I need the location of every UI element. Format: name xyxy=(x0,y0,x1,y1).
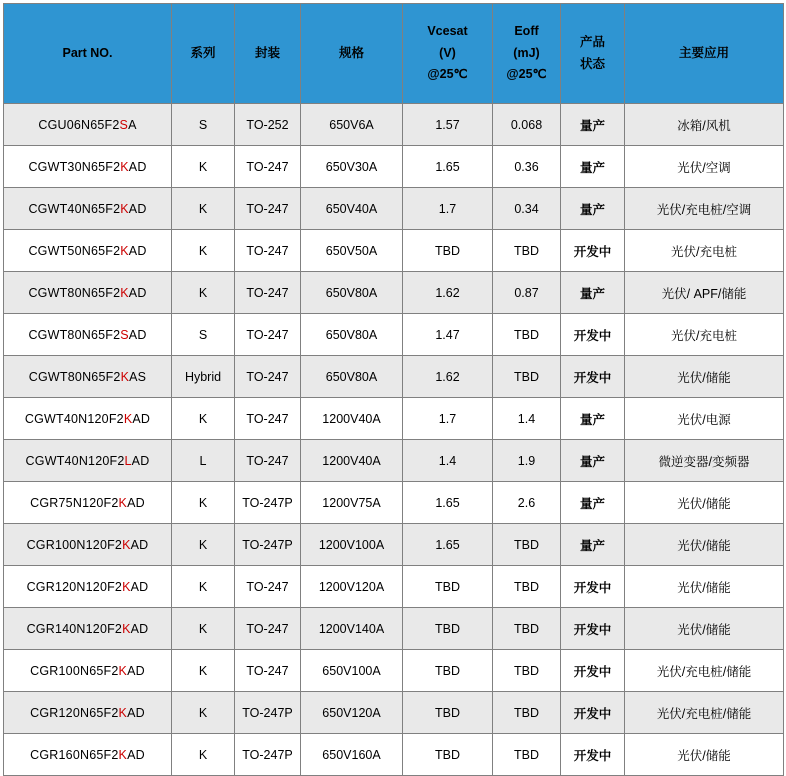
cell-main-application: 微逆变器/变频器 xyxy=(625,440,784,482)
part-no-prefix: CGWT80N65F2 xyxy=(28,327,121,342)
column-header-series-line: 系列 xyxy=(190,45,216,60)
table-body xyxy=(4,104,784,776)
cell-vcesat: TBD xyxy=(403,650,493,692)
cell-package: TO-247 xyxy=(235,314,301,356)
table-row xyxy=(4,146,784,188)
cell-main-application: 光伏/空调 xyxy=(625,146,784,188)
part-no-variant-code: K xyxy=(122,621,131,636)
cell-product-status: 量产 xyxy=(561,272,625,314)
part-no-suffix: AD xyxy=(132,411,151,426)
cell-part-no xyxy=(4,272,172,314)
cell-main-application: 光伏/充电桩 xyxy=(625,314,784,356)
table-row xyxy=(4,314,784,356)
cell-vcesat: TBD xyxy=(403,692,493,734)
cell-part-no xyxy=(4,188,172,230)
cell-eoff: 1.4 xyxy=(493,398,561,440)
cell-product-status: 量产 xyxy=(561,146,625,188)
column-header-package xyxy=(235,4,301,104)
column-header-vcesat-line: (V) xyxy=(439,45,456,60)
cell-part-no xyxy=(4,104,172,146)
cell-part-no xyxy=(4,482,172,524)
cell-eoff: TBD xyxy=(493,314,561,356)
cell-vcesat: TBD xyxy=(403,734,493,776)
cell-vcesat: 1.65 xyxy=(403,524,493,566)
part-no-prefix: CGWT30N65F2 xyxy=(28,159,121,174)
cell-series: K xyxy=(172,188,235,230)
cell-series: K xyxy=(172,608,235,650)
cell-main-application: 光伏/储能 xyxy=(625,566,784,608)
part-no-variant-code: K xyxy=(120,201,129,216)
cell-main-application: 光伏/充电桩/储能 xyxy=(625,650,784,692)
table-row xyxy=(4,188,784,230)
cell-eoff: TBD xyxy=(493,734,561,776)
part-no-suffix: AD xyxy=(128,159,147,174)
part-no-prefix: CGR140N120F2 xyxy=(26,621,123,636)
part-no-prefix: CGWT40N65F2 xyxy=(28,201,121,216)
cell-package: TO-247 xyxy=(235,566,301,608)
cell-spec: 1200V75A xyxy=(301,482,403,524)
column-header-spec-line: 规格 xyxy=(338,45,364,60)
cell-package: TO-247 xyxy=(235,608,301,650)
column-header-eoff-line: Eoff xyxy=(514,23,539,38)
cell-eoff: TBD xyxy=(493,524,561,566)
column-header-vcesat-line: Vcesat xyxy=(427,23,468,38)
column-header-main-application xyxy=(625,4,784,104)
cell-package: TO-247P xyxy=(235,734,301,776)
cell-spec: 650V160A xyxy=(301,734,403,776)
cell-series: K xyxy=(172,650,235,692)
cell-series: K xyxy=(172,524,235,566)
cell-series: K xyxy=(172,482,235,524)
cell-part-no xyxy=(4,314,172,356)
cell-eoff: 0.87 xyxy=(493,272,561,314)
part-no-prefix: CGWT40N120F2 xyxy=(24,411,124,426)
part-no-suffix: AD xyxy=(127,705,145,720)
cell-main-application: 冰箱/风机 xyxy=(625,104,784,146)
cell-part-no xyxy=(4,440,172,482)
table-row xyxy=(4,104,784,146)
part-no-variant-code: K xyxy=(123,411,133,426)
part-no-variant-code: K xyxy=(120,159,129,174)
cell-series: K xyxy=(172,734,235,776)
cell-spec: 650V80A xyxy=(301,314,403,356)
cell-product-status: 开发中 xyxy=(561,692,625,734)
cell-product-status: 量产 xyxy=(561,398,625,440)
cell-main-application: 光伏/ APF/储能 xyxy=(625,272,784,314)
cell-eoff: TBD xyxy=(493,608,561,650)
part-no-prefix: CGR100N120F2 xyxy=(26,537,123,552)
part-no-prefix: CGR120N65F2 xyxy=(30,705,119,720)
table-row xyxy=(4,440,784,482)
cell-eoff: 0.36 xyxy=(493,146,561,188)
part-no-suffix: AD xyxy=(127,663,145,678)
column-header-series xyxy=(172,4,235,104)
cell-vcesat: 1.7 xyxy=(403,188,493,230)
part-no-prefix: CGWT80N65F2 xyxy=(28,369,121,384)
cell-package: TO-247 xyxy=(235,398,301,440)
cell-product-status: 量产 xyxy=(561,440,625,482)
cell-part-no xyxy=(4,230,172,272)
cell-package: TO-247 xyxy=(235,356,301,398)
cell-eoff: TBD xyxy=(493,650,561,692)
part-no-suffix: A xyxy=(128,117,137,132)
cell-spec: 650V80A xyxy=(301,356,403,398)
cell-product-status: 开发中 xyxy=(561,314,625,356)
part-no-prefix: CGU06N65F2 xyxy=(38,117,120,132)
cell-vcesat: 1.62 xyxy=(403,356,493,398)
cell-series: K xyxy=(172,692,235,734)
cell-part-no xyxy=(4,398,172,440)
part-no-variant-code: K xyxy=(122,537,131,552)
cell-package: TO-247 xyxy=(235,146,301,188)
cell-vcesat: 1.65 xyxy=(403,482,493,524)
cell-part-no xyxy=(4,356,172,398)
part-no-suffix: AD xyxy=(127,495,145,510)
cell-eoff: 0.34 xyxy=(493,188,561,230)
cell-vcesat: TBD xyxy=(403,230,493,272)
cell-main-application: 光伏/储能 xyxy=(625,482,784,524)
cell-product-status: 开发中 xyxy=(561,230,625,272)
cell-part-no xyxy=(4,650,172,692)
cell-main-application: 光伏/充电桩/储能 xyxy=(625,692,784,734)
part-no-variant-code: K xyxy=(118,705,128,720)
cell-package: TO-247P xyxy=(235,524,301,566)
part-no-prefix: CGR75N120F2 xyxy=(30,495,119,510)
cell-eoff: 2.6 xyxy=(493,482,561,524)
cell-vcesat: TBD xyxy=(403,608,493,650)
part-no-suffix: AS xyxy=(129,369,147,384)
cell-package: TO-247P xyxy=(235,482,301,524)
cell-series: Hybrid xyxy=(172,356,235,398)
cell-part-no xyxy=(4,734,172,776)
column-header-part-no-line: Part NO. xyxy=(62,45,113,60)
table-row xyxy=(4,356,784,398)
cell-spec: 650V30A xyxy=(301,146,403,188)
part-no-suffix: AD xyxy=(128,201,147,216)
part-no-suffix: AD xyxy=(130,579,149,594)
table-row xyxy=(4,230,784,272)
cell-series: K xyxy=(172,272,235,314)
cell-spec: 1200V40A xyxy=(301,440,403,482)
cell-series: K xyxy=(172,566,235,608)
part-no-variant-code: K xyxy=(118,747,128,762)
cell-vcesat: 1.65 xyxy=(403,146,493,188)
column-header-product-status-line: 状态 xyxy=(579,56,605,71)
cell-vcesat: 1.7 xyxy=(403,398,493,440)
table-row xyxy=(4,650,784,692)
cell-package: TO-247 xyxy=(235,440,301,482)
part-no-variant-code: K xyxy=(118,663,128,678)
column-header-eoff xyxy=(493,4,561,104)
cell-eoff: TBD xyxy=(493,356,561,398)
cell-part-no xyxy=(4,566,172,608)
column-header-product-status xyxy=(561,4,625,104)
table-row xyxy=(4,566,784,608)
cell-package: TO-247 xyxy=(235,272,301,314)
cell-spec: 650V80A xyxy=(301,272,403,314)
cell-part-no xyxy=(4,146,172,188)
cell-vcesat: 1.4 xyxy=(403,440,493,482)
cell-vcesat: 1.47 xyxy=(403,314,493,356)
cell-series: S xyxy=(172,104,235,146)
cell-spec: 650V120A xyxy=(301,692,403,734)
part-no-prefix: CGWT50N65F2 xyxy=(28,243,121,258)
cell-eoff: TBD xyxy=(493,692,561,734)
cell-eoff: 0.068 xyxy=(493,104,561,146)
part-no-prefix: CGWT40N120F2 xyxy=(25,453,125,468)
cell-spec: 1200V100A xyxy=(301,524,403,566)
cell-spec: 1200V40A xyxy=(301,398,403,440)
cell-series: S xyxy=(172,314,235,356)
cell-spec: 650V6A xyxy=(301,104,403,146)
part-no-variant-code: K xyxy=(120,369,130,384)
part-no-prefix: CGR160N65F2 xyxy=(30,747,119,762)
cell-package: TO-247P xyxy=(235,692,301,734)
cell-package: TO-247 xyxy=(235,650,301,692)
cell-main-application: 光伏/储能 xyxy=(625,734,784,776)
cell-product-status: 量产 xyxy=(561,104,625,146)
cell-package: TO-247 xyxy=(235,188,301,230)
column-header-eoff-line: @25℃ xyxy=(506,67,547,82)
table-row xyxy=(4,734,784,776)
part-no-suffix: AD xyxy=(128,327,147,342)
part-no-variant-code: K xyxy=(120,285,129,300)
cell-part-no xyxy=(4,692,172,734)
cell-product-status: 量产 xyxy=(561,188,625,230)
cell-product-status: 开发中 xyxy=(561,566,625,608)
column-header-package-line: 封装 xyxy=(254,45,280,60)
column-header-part-no xyxy=(4,4,172,104)
cell-series: K xyxy=(172,398,235,440)
column-header-vcesat-line: @25℃ xyxy=(427,67,468,82)
cell-product-status: 量产 xyxy=(561,482,625,524)
part-no-prefix: CGR120N120F2 xyxy=(26,579,123,594)
cell-spec: 650V100A xyxy=(301,650,403,692)
column-header-eoff-line: (mJ) xyxy=(513,45,540,60)
part-no-variant-code: L xyxy=(124,453,132,468)
cell-part-no xyxy=(4,524,172,566)
part-no-suffix: AD xyxy=(131,453,150,468)
table-row xyxy=(4,608,784,650)
cell-package: TO-252 xyxy=(235,104,301,146)
cell-series: K xyxy=(172,146,235,188)
table-header xyxy=(4,4,784,104)
cell-vcesat: TBD xyxy=(403,566,493,608)
cell-eoff: 1.9 xyxy=(493,440,561,482)
cell-main-application: 光伏/储能 xyxy=(625,356,784,398)
part-no-suffix: AD xyxy=(130,537,149,552)
cell-series: L xyxy=(172,440,235,482)
cell-series: K xyxy=(172,230,235,272)
cell-main-application: 光伏/电源 xyxy=(625,398,784,440)
cell-vcesat: 1.62 xyxy=(403,272,493,314)
cell-product-status: 开发中 xyxy=(561,734,625,776)
table-row xyxy=(4,482,784,524)
part-no-variant-code: K xyxy=(122,579,131,594)
cell-spec: 1200V120A xyxy=(301,566,403,608)
header-row xyxy=(4,4,784,104)
column-header-product-status-line: 产品 xyxy=(579,34,605,49)
part-no-variant-code: S xyxy=(120,327,129,342)
table-row xyxy=(4,524,784,566)
part-no-suffix: AD xyxy=(130,621,149,636)
cell-part-no xyxy=(4,608,172,650)
cell-vcesat: 1.57 xyxy=(403,104,493,146)
column-header-vcesat xyxy=(403,4,493,104)
cell-package: TO-247 xyxy=(235,230,301,272)
part-no-variant-code: K xyxy=(120,243,129,258)
table-row xyxy=(4,692,784,734)
cell-spec: 650V50A xyxy=(301,230,403,272)
column-header-spec xyxy=(301,4,403,104)
cell-product-status: 开发中 xyxy=(561,608,625,650)
table-row xyxy=(4,272,784,314)
cell-main-application: 光伏/充电桩/空调 xyxy=(625,188,784,230)
part-no-variant-code: K xyxy=(118,495,128,510)
part-no-suffix: AD xyxy=(128,285,147,300)
part-no-suffix: AD xyxy=(127,747,145,762)
product-selection-table xyxy=(3,3,784,776)
cell-spec: 650V40A xyxy=(301,188,403,230)
part-no-prefix: CGWT80N65F2 xyxy=(28,285,121,300)
part-no-variant-code: S xyxy=(119,117,129,132)
column-header-main-application-line: 主要应用 xyxy=(678,45,729,60)
part-no-suffix: AD xyxy=(128,243,147,258)
cell-main-application: 光伏/储能 xyxy=(625,608,784,650)
cell-product-status: 开发中 xyxy=(561,650,625,692)
cell-spec: 1200V140A xyxy=(301,608,403,650)
cell-main-application: 光伏/储能 xyxy=(625,524,784,566)
cell-main-application: 光伏/充电桩 xyxy=(625,230,784,272)
cell-eoff: TBD xyxy=(493,566,561,608)
part-no-prefix: CGR100N65F2 xyxy=(30,663,119,678)
table-row xyxy=(4,398,784,440)
cell-product-status: 开发中 xyxy=(561,356,625,398)
cell-eoff: TBD xyxy=(493,230,561,272)
cell-product-status: 量产 xyxy=(561,524,625,566)
